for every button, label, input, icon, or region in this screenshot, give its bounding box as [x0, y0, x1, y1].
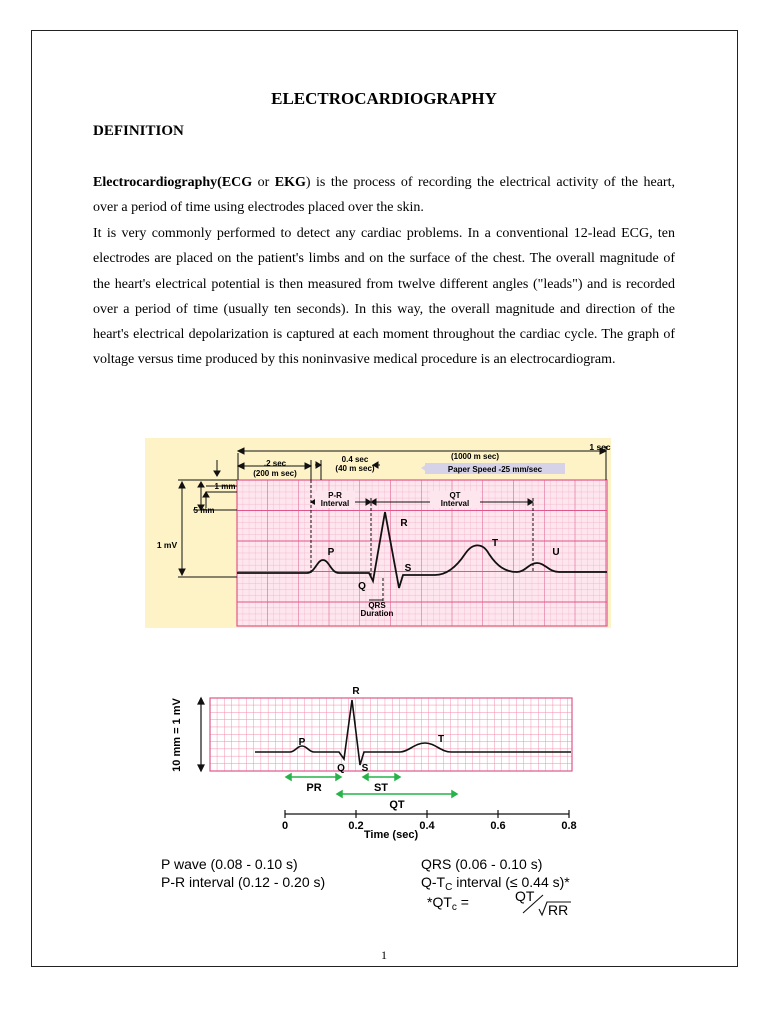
ecg-figure-labeled: [145, 438, 611, 628]
wave-r-label: R: [352, 686, 360, 697]
definition-rest: ) is the process of recording the electrical activity of the heart, over a period of time using electrodes placed over the skin.: [93, 175, 675, 216]
tick-label: 0.8: [561, 820, 577, 832]
term-ecg: Electrocardiography: [93, 175, 218, 190]
definition-paragraph: [93, 170, 675, 221]
or-word: or: [252, 175, 275, 190]
y-axis-label: 10 mm = 1 mV: [171, 698, 183, 772]
point04-ms-label: (40 m sec): [335, 464, 375, 473]
qtc-formula: $*QT_c$ =: [427, 894, 469, 913]
wave-q-label: Q: [358, 581, 366, 592]
tick-label: 0.2: [348, 820, 364, 832]
point04-sec-label: 0.4 sec: [341, 455, 369, 464]
point2-ms-label: (200 m sec): [253, 469, 297, 478]
pr-label: PR: [306, 782, 322, 794]
pr-interval-sub: Interval: [320, 499, 350, 508]
formula-denominator: RR: [548, 902, 569, 918]
p-wave-range: P wave (0.08 - 0.10 s): [161, 856, 298, 872]
wave-s-label: S: [404, 563, 412, 574]
paren: (: [217, 175, 222, 190]
qrs-duration-label: Duration: [360, 609, 394, 618]
formula-numerator: QT: [515, 888, 535, 904]
ecg-figure-intervals: [155, 683, 595, 918]
x-axis-title: Time (sec): [363, 829, 419, 841]
ecg-grid: [210, 698, 572, 771]
wave-r-label: R: [400, 518, 408, 529]
wave-q-label: Q: [337, 763, 345, 774]
st-label: ST: [373, 782, 389, 794]
wave-t-label: T: [437, 734, 445, 745]
wave-s-label: S: [361, 763, 369, 774]
qt-label: QT: [389, 799, 405, 811]
wave-t-label: T: [491, 538, 499, 549]
wave-p-label: P: [298, 737, 306, 748]
one-sec-label: 1 sec: [589, 442, 611, 452]
tick-label: 0.6: [490, 820, 506, 832]
wave-u-label: U: [552, 547, 560, 558]
qrs-label: QRS: [368, 601, 386, 610]
pr-interval-label: P-R: [328, 491, 342, 500]
qt-interval-sub: Interval: [440, 499, 470, 508]
paper-speed-label: Paper Speed -25 mm/sec: [447, 465, 543, 474]
five-mm-label: 5 mm: [193, 506, 215, 515]
tick-label: 0: [281, 820, 289, 832]
qt-interval-label: QT: [449, 491, 461, 500]
pr-interval-range: P-R interval (0.12 - 0.20 s): [161, 874, 326, 890]
page-number: 1: [381, 948, 387, 962]
definition-heading: DEFINITION: [93, 123, 184, 139]
one-sec-ms-label: (1000 m sec): [450, 452, 500, 461]
time-axis: [285, 810, 569, 818]
one-mm-label: 1 mm: [214, 482, 236, 491]
qrs-range: QRS (0.06 - 0.10 s): [421, 856, 543, 872]
wave-p-label: P: [327, 547, 335, 558]
abbr-ekg: EKG: [274, 175, 306, 190]
qtc-range: $Q-T_C$ interval (≤ 0.44 s)*: [421, 874, 570, 893]
point2-sec-label: .2 sec: [263, 459, 287, 468]
one-mv-label: 1 mV: [156, 540, 178, 550]
page-title: ELECTROCARDIOGRAPHY: [271, 89, 497, 108]
procedure-paragraph: It is very commonly performed to detect any cardiac problems. In a conventional 12-lead ECG, ten electrodes are placed on the patient's limbs and on the surface of the chest. The overall magnitude of the heart's electrical potential is then measured from twelve different angles ("leads") and is recorded over a period of time (usually ten seconds). In this way, the overall magnitude and direction of the heart's electrical depolarization is captured at each moment throughout the cardiac cycle. The graph of voltage versus time produced by this noninvasive medical procedure is an electrocardiogram.: [93, 226, 675, 368]
abbr-ecg: ECG: [221, 175, 253, 190]
tick-label: 0.4: [419, 820, 435, 832]
